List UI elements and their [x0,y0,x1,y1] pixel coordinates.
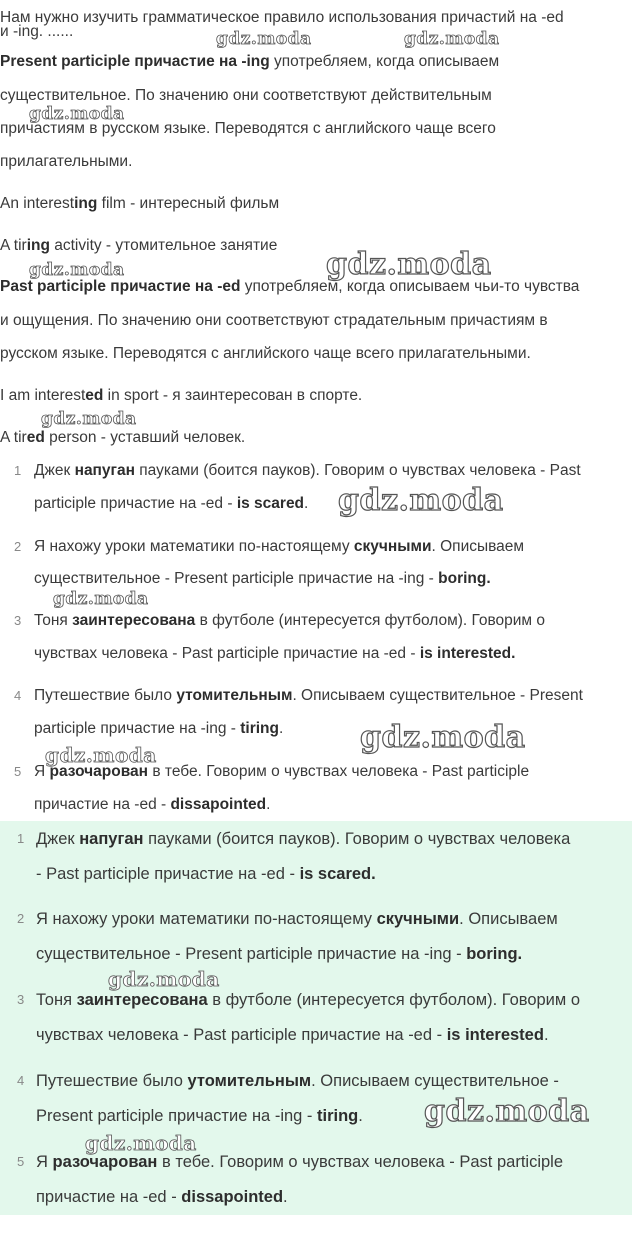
list-item-number: 5 [17,1154,25,1169]
watermark: gdz.moda [424,1094,590,1129]
list-item-number: 3 [17,992,25,1007]
list-item-number: 4 [17,1073,25,1088]
past-example-1: I am interested in sport - я заинтересован в спорте. [0,387,363,404]
past-participle-rule: Past participle причастие на -ed употребляем, когда описываем чьи-то чувства [0,278,580,295]
past-participle-line-2: и ощущения. По значению они соответствуют страдательным причастиям в [0,312,548,329]
list-item-number: 1 [14,463,22,478]
list-item-line: причастие на -ed - dissapointed. [36,1188,288,1206]
list-item-line: Я нахожу уроки математики по-настоящему скучными. Описываем [36,910,558,928]
list-item-number: 1 [17,831,25,846]
list-item-line: participle причастие на -ed - is scared. [34,495,309,512]
past-participle-line-3: русском языке. Переводятся с английского чаще всего прилагательными. [0,345,531,362]
present-participle-line-4: прилагательными. [0,153,133,170]
list-item-line: participle причастие на -ing - tiring. [34,720,284,737]
watermark: gdz.moda [326,247,492,282]
list-item-line: Present participle причастие на -ing - tiring. [36,1107,363,1125]
list-item-line: существительное - Present participle причастие на -ing - boring. [34,570,491,587]
list-item-number: 3 [14,613,22,628]
list-item-line: Я нахожу уроки математики по-настоящему скучными. Описываем [34,538,525,555]
list-item-number: 4 [14,688,22,703]
watermark: gdz.moda [338,483,504,518]
list-item-number: 2 [17,911,25,926]
watermark: gdz.moda [45,743,157,767]
list-item-line: Я разочарован в тебе. Говорим о чувствах человека - Past participle [34,763,530,780]
list-item-line: Путешествие было утомительным. Описываем существительное - Present [34,687,583,704]
list-item-line: Путешествие было утомительным. Описываем существительное - [36,1072,559,1090]
list-item-line: Тоня заинтересована в футболе (интересуется футболом). Говорим о [36,991,581,1009]
highlighted-answer-panel [0,821,632,1215]
intro-line-1: Нам нужно изучить грамматическое правило использования причастий на -ed [0,9,564,26]
watermark: gdz.moda [360,720,526,755]
list-item-number: 5 [14,764,22,779]
list-item-line: Джек напуган пауками (боится пауков). Говорим о чувствах человека [36,830,571,848]
list-item-line: причастие на -ed - dissapointed. [34,796,271,813]
list-item-line: Я разочарован в тебе. Говорим о чувствах человека - Past participle [36,1153,564,1171]
list-item-line: - Past participle причастие на -ed - is scared. [36,865,376,883]
list-item-line: Тоня заинтересована в футболе (интересуется футболом). Говорим о [34,612,546,629]
watermark: gdz.moda [85,1131,197,1155]
watermark: gdz.moda [53,589,149,609]
list-item-line: чувствах человека - Past participle причастие на -ed - is interested. [34,645,516,662]
past-example-2: A tired person - уставший человек. [0,429,246,446]
watermark: gdz.moda [29,260,125,280]
present-example-1: An interesting film - интересный фильм [0,195,280,212]
watermark: gdz.moda [216,29,312,49]
present-participle-line-2: существительное. По значению они соответствуют действительным [0,87,492,104]
watermark: gdz.moda [108,967,220,991]
present-example-2: A tiring activity - утомительное занятие [0,237,278,254]
watermark: gdz.moda [29,104,125,124]
present-participle-line-3: причастиям в русском языке. Переводятся с английского чаще всего [0,120,496,137]
list-item-line: существительное - Present participle причастие на -ing - boring. [36,945,523,963]
present-participle-rule: Present participle причастие на -ing употребляем, когда описываем [0,53,500,70]
watermark: gdz.moda [404,29,500,49]
list-item-line: Джек напуган пауками (боится пауков). Говорим о чувствах человека - Past [34,462,581,479]
intro-line-2-clipped: и -ing. ...... [0,23,74,40]
watermark: gdz.moda [41,409,137,429]
list-item-line: чувствах человека - Past participle причастие на -ed - is interested. [36,1026,549,1044]
list-item-number: 2 [14,539,22,554]
